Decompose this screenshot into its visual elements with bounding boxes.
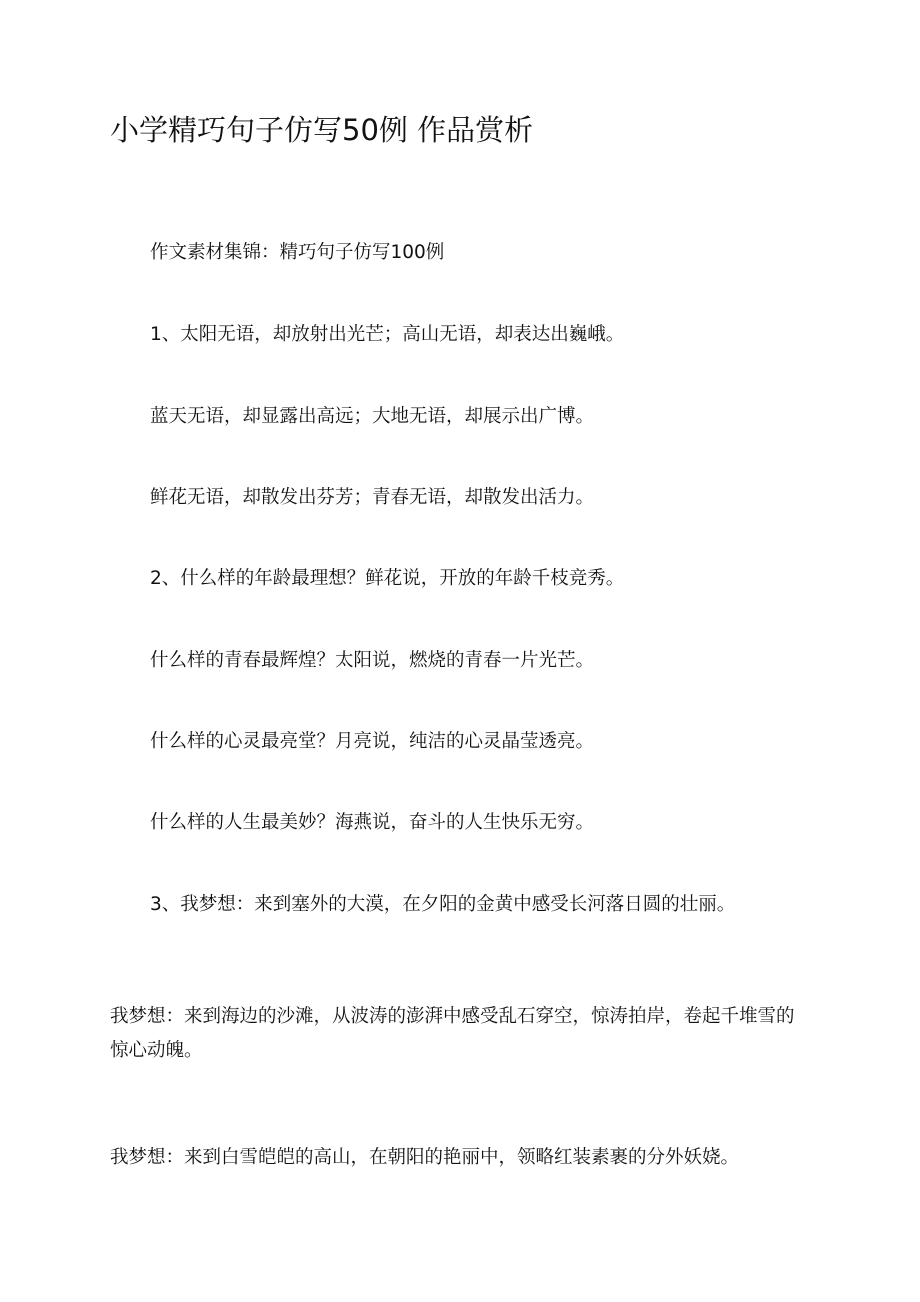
paragraph-3a: 3、我梦想：来到塞外的大漠，在夕阳的金黄中感受长河落日圆的壮丽。: [150, 894, 736, 915]
paragraph-2a: 2、什么样的年龄最理想？鲜花说，开放的年龄千枝竞秀。: [150, 568, 625, 589]
paragraph-1a: 1、太阳无语，却放射出光芒；高山无语，却表达出巍峨。: [150, 324, 625, 345]
paragraph-3c: 我梦想：来到白雪皑皑的高山，在朝阳的艳丽中，领略红装素裹的分外妖娆。: [110, 1147, 740, 1168]
paragraph-1c: 鲜花无语，却散发出芬芳；青春无语，却散发出活力。: [150, 487, 595, 508]
paragraph-2d: 什么样的人生最美妙？海燕说，奋斗的人生快乐无穷。: [150, 812, 595, 833]
paragraph-2b: 什么样的青春最辉煌？太阳说，燃烧的青春一片光芒。: [150, 650, 595, 671]
paragraph-2c: 什么样的心灵最亮堂？月亮说，纯洁的心灵晶莹透亮。: [150, 731, 595, 752]
paragraph-intro: 作文素材集锦：精巧句子仿写100例: [150, 242, 445, 263]
paragraph-3b: 我梦想：来到海边的沙滩，从波涛的澎湃中感受乱石穿空，惊涛拍岸，卷起千堆雪的惊心动魄。: [110, 1006, 795, 1061]
document-title: 小学精巧句子仿写50例 作品赏析: [110, 113, 534, 147]
paragraph-1b: 蓝天无语，却显露出高远；大地无语，却展示出广博。: [150, 406, 595, 427]
